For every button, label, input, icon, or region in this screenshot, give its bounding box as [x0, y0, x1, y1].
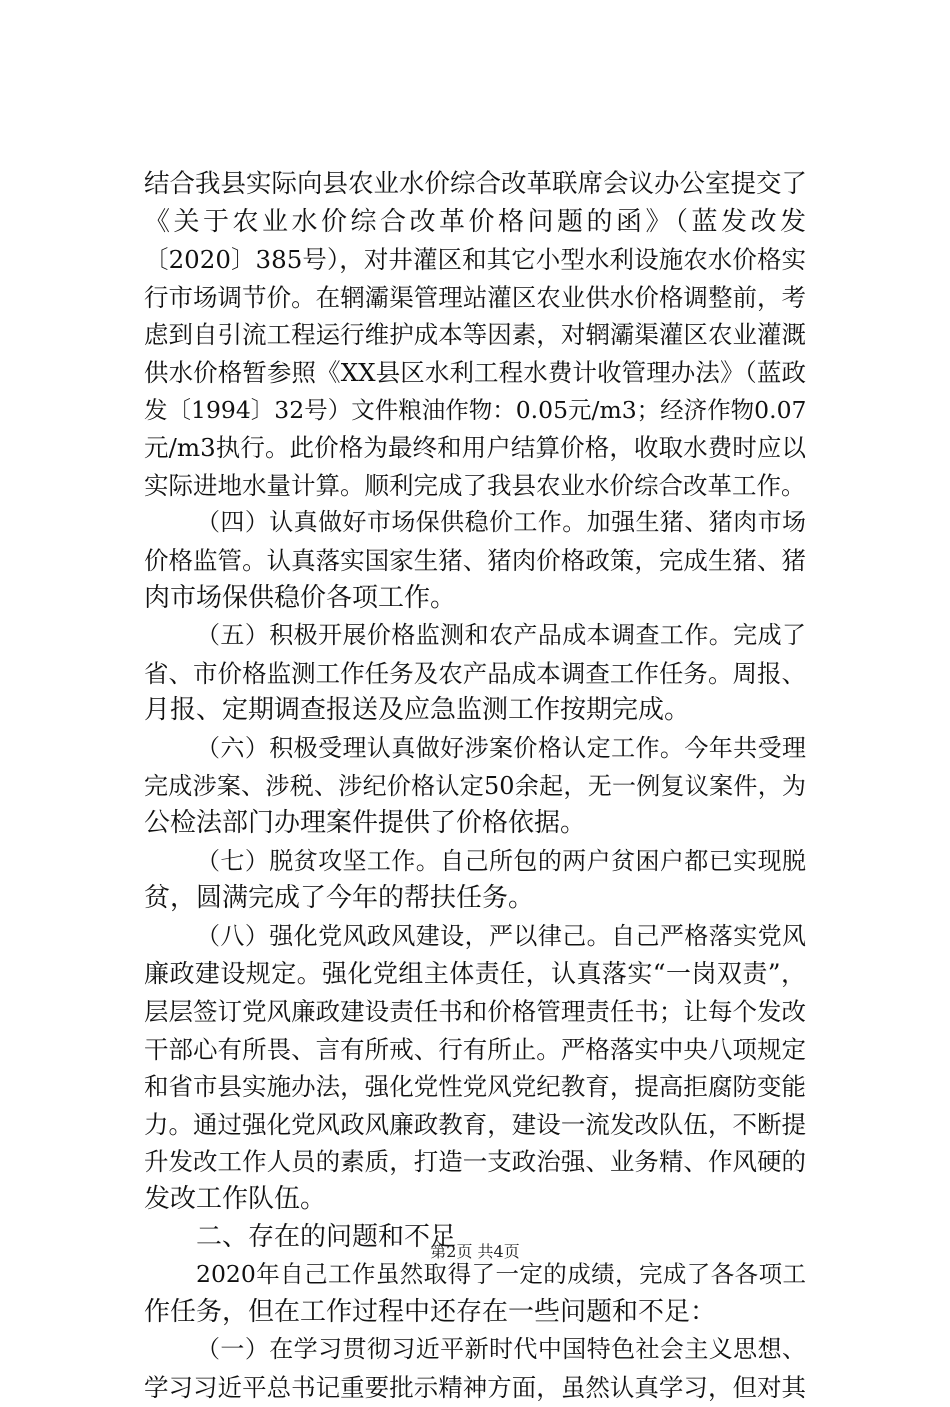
text-line: （五）积极开展价格监测和农产品成本调查工作。完成了 — [196, 621, 806, 650]
text-line: 供水价格暂参照《XX县区水利工程水费计收管理办法》（蓝政 — [144, 357, 806, 387]
text-line: 发改工作队伍。 — [144, 1184, 327, 1215]
text-line: 二、存在的问题和不足 — [196, 1221, 457, 1252]
text-line: 力。通过强化党风政风廉政教育，建设一流发改队伍，不断提 — [144, 1109, 806, 1139]
text-line: 虑到自引流工程运行维护成本等因素，对辋灞渠灌区农业灌溉 — [144, 320, 806, 350]
page-footer: 第2页 共4页 — [430, 1242, 520, 1261]
text-line: 省、市价格监测工作任务及农产品成本调查工作任务。周报、 — [144, 658, 806, 688]
text-line: 层层签订党风廉政建设责任书和价格管理责任书；让每个发改 — [144, 997, 806, 1027]
document-body — [144, 166, 806, 1407]
text-line: 发〔1994〕32号）文件粮油作物：0.05元/m3；经济作物0.07 — [144, 395, 807, 424]
text-line: 2020年自己工作虽然取得了一定的成绩，完成了各各项工 — [196, 1260, 806, 1289]
text-line: 行市场调节价。在辋灞渠管理站灌区农业供水价格调整前，考 — [144, 282, 806, 312]
text-line: 元/m3执行。此价格为最终和用户结算价格，收取水费时应以 — [144, 433, 806, 463]
text-line: 月报、定期调查报送及应急监测工作按期完成。 — [144, 695, 691, 726]
text-line: 贫，圆满完成了今年的帮扶任务。 — [144, 883, 535, 914]
text-line: 〔2020〕385号），对井灌区和其它小型水利设施农水价格实 — [144, 245, 806, 275]
text-line: 作任务，但在工作过程中还存在一些问题和不足： — [144, 1296, 717, 1327]
text-line: （六）积极受理认真做好涉案价格认定工作。今年共受理 — [196, 733, 806, 762]
text-line: 《关于农业水价综合改革价格问题的函》（蓝发改发 — [144, 206, 806, 237]
text-line: 实际进地水量计算。顺利完成了我县农业水价综合改革工作。 — [144, 470, 806, 500]
text-line: （七）脱贫攻坚工作。自己所包的两户贫困户都已实现脱 — [196, 846, 806, 875]
text-line: 和省市县实施办法，强化党性党风党纪教育，提高拒腐防变能 — [144, 1072, 806, 1102]
text-line: （四）认真做好市场保供稳价工作。加强生猪、猪肉市场 — [196, 508, 806, 537]
text-line: 学习习近平总书记重要批示精神方面，虽然认真学习，但对其 — [144, 1373, 806, 1402]
text-line: （八）强化党风政风建设，严以律己。自己严格落实党风 — [196, 921, 806, 950]
text-line: 廉政建设规定。强化党组主体责任，认真落实“一岗双责”， — [144, 959, 806, 989]
text-line: 干部心有所畏、言有所戒、行有所止。严格落实中央八项规定 — [144, 1034, 806, 1064]
text-line: 肉市场保供稳价各项工作。 — [144, 582, 457, 613]
text-line: 价格监管。认真落实国家生猪、猪肉价格政策，完成生猪、猪 — [144, 545, 806, 575]
text-line: （一）在学习贯彻习近平新时代中国特色社会主义思想、 — [196, 1335, 806, 1364]
text-line: 结合我县实际向县农业水价综合改革联席会议办公室提交了 — [144, 169, 808, 199]
text-line: 完成涉案、涉税、涉纪价格认定50余起，无一例复议案件，为 — [144, 771, 806, 800]
text-line: 公检法部门办理案件提供了价格依据。 — [144, 808, 587, 839]
text-line: 升发改工作人员的素质，打造一支政治强、业务精、作风硬的 — [144, 1147, 806, 1177]
